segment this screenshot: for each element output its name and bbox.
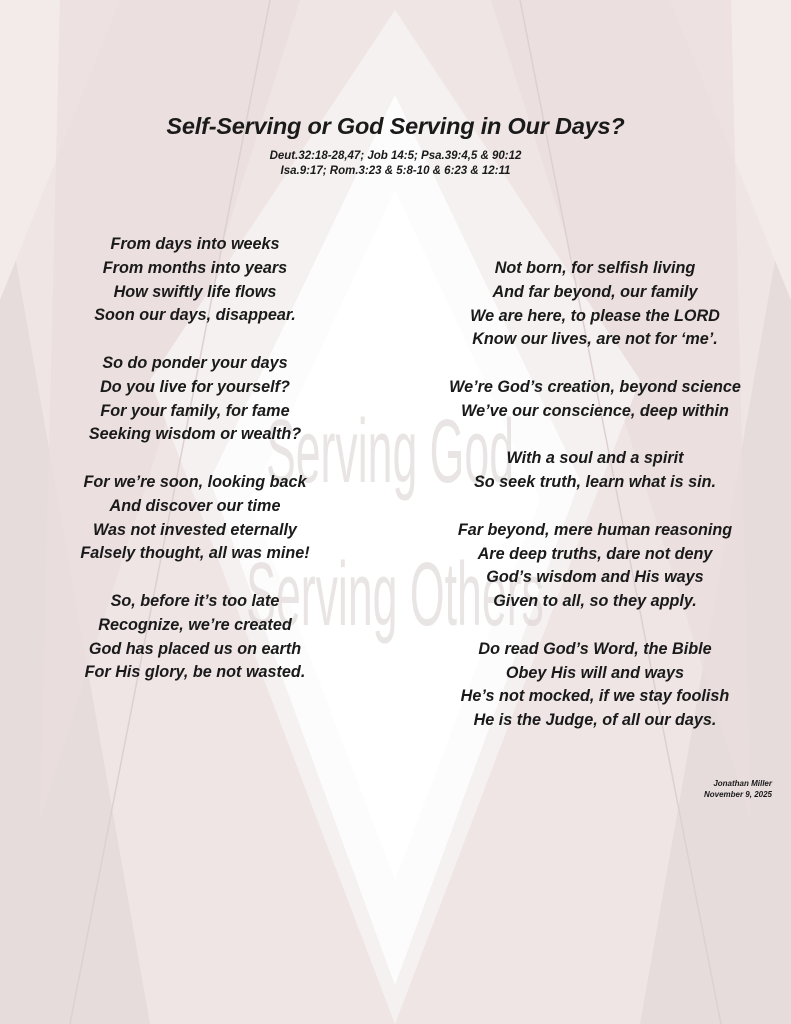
left-stanza-1 [40, 233, 350, 328]
poem-line: Do you live for yourself? [100, 377, 290, 396]
right-stanza-5 [440, 638, 750, 733]
poem-line: Recognize, we’re created [98, 615, 292, 634]
poem-line: So, before it’s too late [110, 591, 280, 610]
left-column [40, 233, 350, 685]
poem-line: For we’re soon, looking back [83, 472, 307, 491]
poem-line: We’ve our conscience, deep within [461, 401, 729, 420]
poem-line: From days into weeks [110, 235, 280, 253]
poem-line: Soon our days, disappear. [94, 306, 296, 325]
poem-line: How swiftly life flows [113, 282, 277, 301]
poem-date: November 9, 2025 [703, 790, 772, 799]
poem-line: God’s wisdom and His ways [486, 568, 704, 587]
poem-title: Self-Serving or God Serving in Our Days? [166, 113, 625, 139]
poem-line: So seek truth, learn what is sin. [474, 473, 716, 492]
signature [704, 778, 772, 800]
poem-line: For His glory, be not wasted. [84, 663, 306, 682]
right-stanza-3 [440, 447, 750, 495]
poem-line: And discover our time [109, 496, 281, 515]
left-stanza-3 [40, 471, 350, 566]
poem-line: From months into years [102, 258, 288, 277]
stanza-gap [440, 352, 750, 376]
poem-line: Far beyond, mere human reasoning [457, 520, 733, 539]
stanza-gap [40, 566, 350, 590]
right-stanza-4 [440, 519, 750, 614]
poem-line: He’s not mocked, if we stay foolish [460, 687, 730, 706]
poem-line: Do read God’s Word, the Bible [478, 639, 712, 658]
stanza-gap [40, 328, 350, 352]
stanza-gap [440, 424, 750, 448]
poem-line: We’re God’s creation, beyond science [449, 377, 741, 396]
poem-line: Given to all, so they apply. [493, 592, 697, 611]
poem-line: For your family, for fame [100, 401, 290, 420]
left-stanza-4 [40, 590, 350, 685]
left-stanza-2 [40, 352, 350, 447]
poem-line: Are deep truths, dare not deny [477, 544, 713, 563]
author-name: Jonathan Miller [713, 779, 772, 788]
poem-line: He is the Judge, of all our days. [473, 711, 717, 730]
poem-line: Was not invested eternally [93, 520, 297, 539]
watermark-line-2: Serving Others [246, 545, 544, 646]
stanza-gap [440, 495, 750, 519]
scripture-reference-1: Deut.32:18-28,47; Job 14:5; Psa.39:4,5 & 90:12 [269, 150, 522, 162]
poem-line: Not born, for selfish living [494, 259, 696, 277]
poem-line: Falsely thought, all was mine! [80, 544, 310, 563]
stanza-gap [40, 447, 350, 471]
poem-line: We are here, to please the LORD [470, 306, 720, 325]
stanza-gap [440, 614, 750, 638]
scripture-reference-2: Isa.9:17; Rom.3:23 & 5:8-10 & 6:23 & 12:11 [280, 165, 511, 177]
poem-line: So do ponder your days [102, 353, 288, 372]
poem-line: God has placed us on earth [88, 639, 302, 658]
poem-line: Seeking wisdom or wealth? [88, 425, 302, 444]
poem-line: Know our lives, are not for ‘me’. [472, 330, 718, 349]
poem-line: With a soul and a spirit [506, 449, 684, 468]
right-stanza-1 [440, 257, 750, 352]
poem-line: Obey His will and ways [505, 663, 685, 682]
right-stanza-2 [440, 376, 750, 424]
poem-line: And far beyond, our family [492, 282, 698, 301]
watermark-line-1: Serving God [265, 402, 515, 503]
right-column [440, 257, 750, 733]
